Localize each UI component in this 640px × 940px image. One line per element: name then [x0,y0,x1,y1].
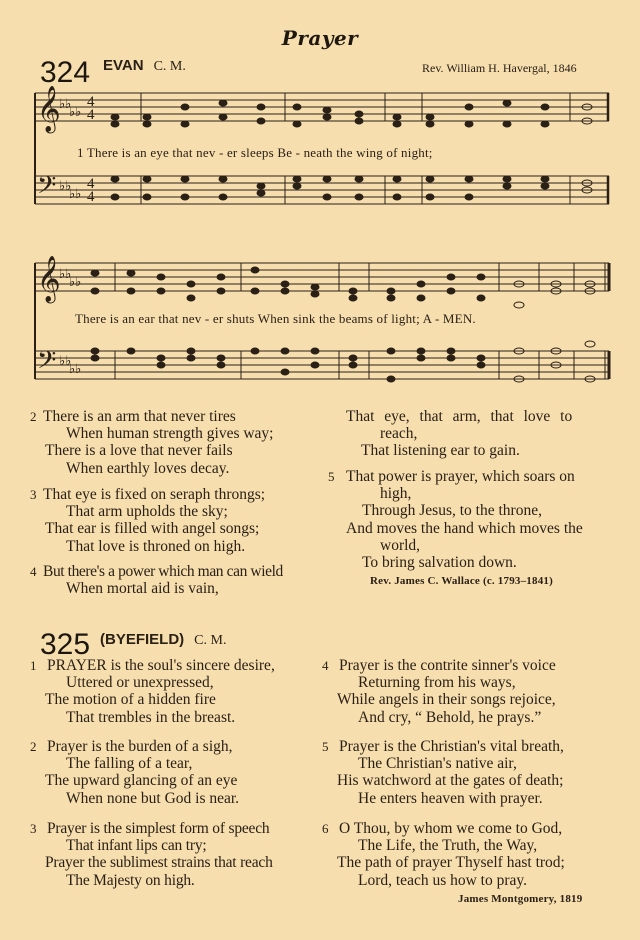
svg-text:♭♭: ♭♭ [59,178,72,193]
music-system-2 [33,251,613,386]
verse-325-1: 1 PRAYER is the soul's sincere desire, Uttered or unexpressed, The motion of a hidden fire That trembles in the breast. [30,657,275,726]
svg-text:4: 4 [87,189,95,205]
svg-text:𝄢: 𝄢 [37,171,57,206]
svg-text:♭♭: ♭♭ [69,274,82,289]
meter: C. M. [194,633,227,648]
verse-number: 2 [30,739,37,754]
verse-324-4: 4 But there's a power which man can wield When mortal aid is vain, [30,563,283,598]
svg-text:𝄢: 𝄢 [37,346,57,381]
svg-text:♭♭: ♭♭ [69,186,82,201]
verse-325-3: 3 Prayer is the simplest form of speech That infant lips can try; Prayer the sublimest strains that reach The Majesty on high. [30,820,273,889]
svg-text:♭♭: ♭♭ [69,104,82,119]
verse-number: 2 [30,409,37,424]
verse-324-4-continued: That eye, that arm, that love to reach, That listening ear to gain. [346,408,573,460]
lyrics-line-1: 1 There is an eye that nev - er sleeps Be - neath the wing of night; [77,145,433,160]
verse-325-5: 5 Prayer is the Christian's vital breath, The Christian's native air, His watchword at the gates of death; He enters heaven with prayer. [322,738,564,807]
music-system-1 [33,86,613,206]
tune-name: EVAN [103,57,144,74]
page-title: Prayer [281,26,359,50]
verse-324-2: 2 There is an arm that never tires When human strength gives way; There is a love that never fails When earthly loves decay. [30,408,274,477]
author-attribution-324: Rev. James C. Wallace (c. 1793–1841) [370,575,553,587]
verse-325-4: 4 Prayer is the contrite sinner's voice Returning from his ways, While angels in their songs rejoice, And cry, “ Behold, he prays.” [322,657,556,726]
verse-number: 6 [322,821,329,836]
verse-325-6: 6 O Thou, by whom we come to God, The Life, the Truth, the Way, The path of prayer Thyself hast trod; Lord, teach us how to pray. [322,820,565,889]
meter: C. M. [153,59,186,74]
author-attribution-325: James Montgomery, 1819 [458,893,583,905]
hymn-325-heading [100,631,226,649]
svg-text:4: 4 [87,107,95,123]
verse-324-5: 5 That power is prayer, which soars on high, Through Jesus, to the throne, And moves the hand which moves the world, To bring salvation down. [328,468,583,572]
verse-number: 3 [30,821,37,836]
hymn-number-324: 324 [40,56,91,89]
svg-text:𝄞: 𝄞 [37,256,61,302]
hymn-number-325: 325 [40,628,91,661]
verse-number: 3 [30,487,37,502]
svg-text:𝄞: 𝄞 [37,86,61,132]
svg-text:4: 4 [87,176,95,192]
verse-number: 1 [30,658,37,673]
hymn-324-heading [103,57,186,75]
tune-name: (BYEFIELD) [100,631,185,648]
svg-text:♭♭: ♭♭ [69,361,82,376]
verse-number: 4 [322,658,329,673]
svg-text:4: 4 [87,94,95,110]
composer-attribution: Rev. William H. Havergal, 1846 [422,61,577,75]
svg-text:♭♭: ♭♭ [59,353,72,368]
verse-number: 5 [328,469,335,484]
verse-number: 5 [322,739,329,754]
svg-text:♭♭: ♭♭ [59,266,72,281]
lyrics-line-2: There is an ear that nev - er shuts When sink the beams of light; A - MEN. [75,311,476,326]
svg-text:♭♭: ♭♭ [59,96,72,111]
verse-324-3: 3 That eye is fixed on seraph throngs; That arm upholds the sky; That ear is filled with angel songs; That love is throned on high. [30,486,266,555]
verse-325-2: 2 Prayer is the burden of a sigh, The falling of a tear, The upward glancing of an eye When none but God is near. [30,738,240,807]
verse-number: 4 [30,564,37,579]
